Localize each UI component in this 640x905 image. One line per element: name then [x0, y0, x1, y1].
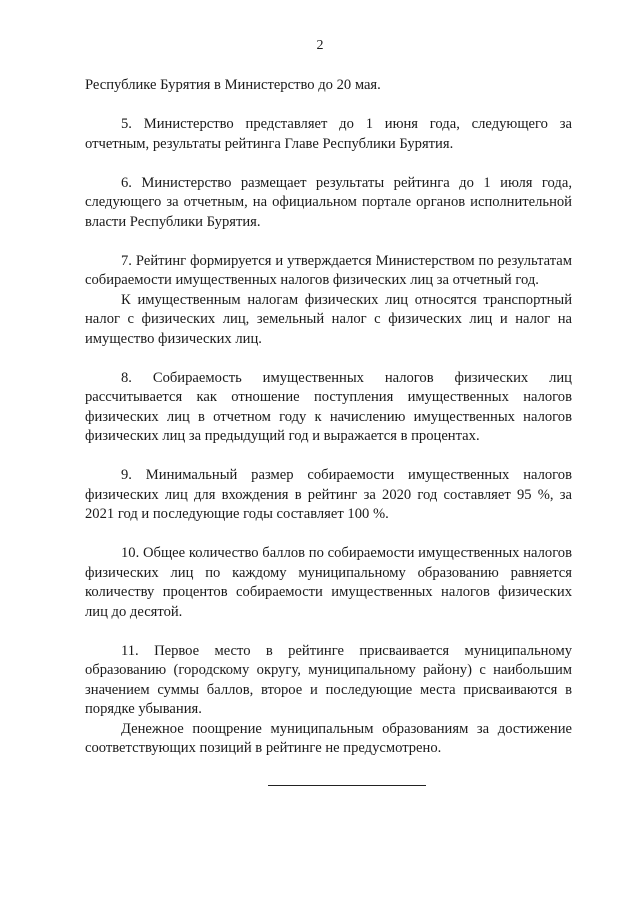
paragraph-item-7-continuation: К имущественным налогам физических лиц относятся транспортный налог с физических лиц, земельный налог с физических лиц и налог на имущество физических лиц.	[85, 291, 572, 347]
paragraph-item-11-continuation: Денежное поощрение муниципальным образованиям за достижение соответствующих позиций в рейтинге не предусмотрено.	[85, 720, 572, 756]
document-body	[85, 76, 572, 759]
paragraph-item-10: 10. Общее количество баллов по собираемости имущественных налогов физических лиц по каждому муниципальному образованию равняется количеству процентов собираемости имущественных налогов физических лиц до десятой.	[85, 545, 572, 620]
paragraph-item-5: 5. Министерство представляет до 1 июня года, следующего за отчетным, результаты рейтинга Главе Республики Бурятия.	[85, 116, 572, 152]
paragraph-item-6: 6. Министерство размещает результаты рейтинга до 1 июля года, следующего за отчетным, на официальном портале органов исполнительной власти Республики Бурятия.	[85, 174, 572, 230]
page-number: 2	[316, 38, 324, 53]
paragraph-item-7: 7. Рейтинг формируется и утверждается Министерством по результатам собираемости имущественных налогов физических лиц за отчетный год.	[85, 252, 572, 288]
closing-rule-divider	[268, 785, 426, 786]
paragraph-continuation: Республике Бурятия в Министерство до 20 мая.	[85, 77, 381, 93]
paragraph-item-8: 8. Собираемость имущественных налогов физических лиц рассчитывается как отношение поступления имущественных налогов физических лиц в отчетном году к начислению имущественных налогов физических лиц за предыдущий год и выражается в процентах.	[85, 369, 572, 444]
paragraph-item-9: 9. Минимальный размер собираемости имущественных налогов физических лиц для вхождения в рейтинг за 2020 год составляет 95 %, за 2021 год и последующие годы составляет 100 %.	[85, 467, 572, 522]
paragraph-item-11: 11. Первое место в рейтинге присваивается муниципальному образованию (городскому округу, муниципальному району) с наибольшим значением суммы баллов, второе и последующие места присваиваются в порядке убывания.	[85, 642, 572, 717]
